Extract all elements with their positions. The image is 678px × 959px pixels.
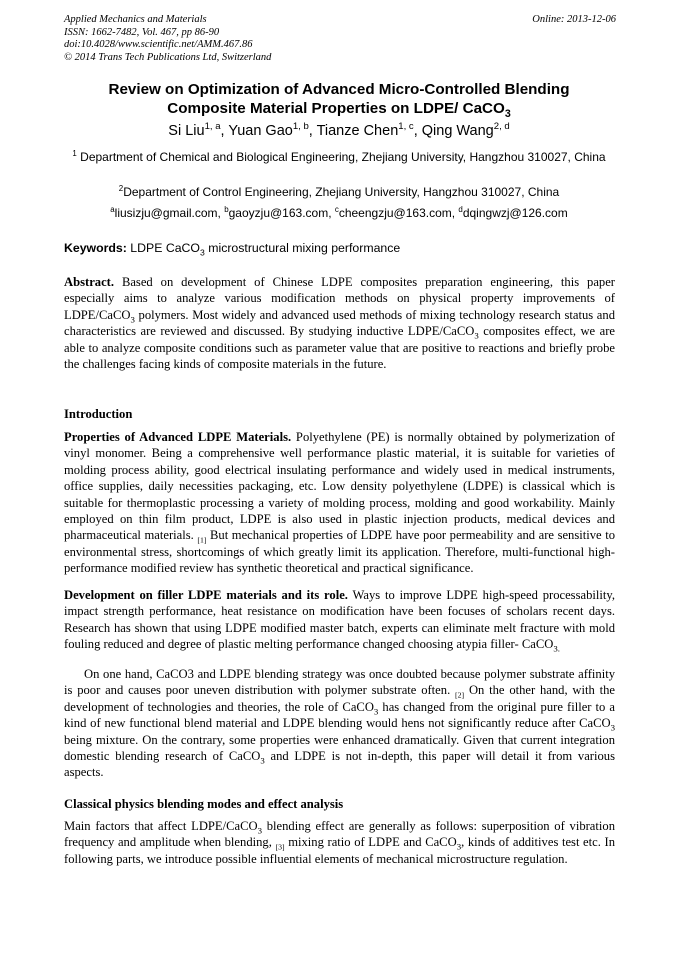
journal-doi[interactable]: doi:10.4028/www.scientific.net/AMM.467.86 [64,39,253,51]
email-mark: a [110,205,115,214]
email-address[interactable]: dqingwzj@126.com [462,206,568,220]
author-separator: , [413,123,422,139]
subscript: 3 [456,841,462,852]
author [317,123,422,139]
paragraph-run-in-heading: Development on filler LDPE materials and its role. [64,588,348,602]
subscript: 3 [257,825,262,836]
author [422,123,510,139]
email-address[interactable]: liusizju@gmail.com [114,206,218,220]
paragraph-text: and LDPE is not in-depth, this paper will detail it from various aspects. [64,749,615,780]
journal-issn: ISSN: 1662-7482, Vol. 467, pp 86-90 [64,26,220,38]
email-separator: , [328,206,335,220]
author-separator: , [308,123,317,139]
paragraph-text: has changed from the original pure filler to a kind of new functional blend material and LDPE blending would hens not significantly reduce after CaCO [64,699,616,731]
email-list [64,206,614,222]
paragraph-ldpe-properties [64,429,615,577]
subscript: 3 [373,706,379,717]
author-separator: , [220,123,229,139]
online-date: Online: 2013-12-06 [532,14,616,25]
citation-ref[interactable]: [2] [455,690,465,700]
email-separator: , [217,206,225,220]
paragraph-text: Polyethylene (PE) is normally obtained by polymerization of vinyl monomer. Being a comprehensive well performance plastic material, it is suitable for varieties of molding process ability, good electrical insulating performance and widely used in medical instruments, office supplies, daily necessities packaging, etc. Low density polyethylene (LDPE) is classical which is suitable for thermoplastic processing a variety of molding process, molding and good workability. Mainly employed on thin film product, LDPE is also used in plastic injection products, medical devices and pharmaceutical materials. [64,430,615,543]
paper-title [64,80,614,121]
paragraph-text: But mechanical properties of LDPE have poor permeability and are sensitive to environmental stress, shortcomings of which greatly limit its application. Therefore, multi-functional high-performance modified review has synthetic theoretical and practical significance. [64,528,615,576]
paragraph-text: mixing ratio of LDPE and CaCO [284,835,457,850]
paragraph-text: Ways to improve LDPE high-speed processability, impact strength performance, heat resistance on modification have been focuses of scholars recent days. Research has shown that using LDPE modified master batch, experts can eliminate melt fracture with mold fouling reduced and degree of plastic melting performance changed choosing atypia filler- CaCO [64,588,615,652]
author-name: Si Liu [168,123,205,139]
keywords [64,240,616,256]
email[interactable] [458,206,567,220]
affiliation-number: 2 [118,184,124,193]
author [168,123,228,139]
author-name: Tianze Chen [316,123,399,139]
section-heading-classical-physics: Classical physics blending modes and effect analysis [64,797,344,811]
title-line-2-text: Composite Material Properties on LDPE/ CaCO [167,100,505,117]
abstract-text: composites effect, we are able to analyze composite conditions such as parameter value that are positive to reactions and briefly probe the challenges facing kinds of composite materials in the future. [64,324,615,372]
author-affiliation-mark: 1, a [204,121,221,133]
paragraph-run-in-heading: Properties of Advanced LDPE Materials. [64,430,292,444]
affiliation-2 [64,185,614,201]
subscript: 3 [474,330,479,341]
email[interactable] [335,206,452,220]
email-separator: , [451,206,459,220]
email-mark: c [334,205,339,214]
title-subscript: 3 [504,108,511,121]
author-name: Qing Wang [421,123,494,139]
author [228,123,316,139]
email-address[interactable]: gaoyzju@163.com [228,206,329,220]
paragraph-text: , kinds of additives test etc. In following parts, we introduce possible influential elements of mechanical microstructure regulation. [64,835,615,866]
paragraph-text: Main factors that affect LDPE/CaCO [64,819,258,833]
author-list [64,121,614,141]
keywords-text: LDPE CaCO [126,241,200,255]
email-mark: d [458,205,463,214]
subscript: 3 [610,722,615,733]
abstract-paragraph [64,274,615,372]
paragraph-text: blending effect are generally as follows: superposition of vibration frequency and amplitude when blending, [64,819,615,850]
author-affiliation-mark: 1, b [292,121,309,133]
paragraph-text: On one hand, CaCO3 and LDPE blending strategy was once doubted because polymer substrate affinity is poor and causes poor uneven distribution with polymer substrate often. [64,667,615,698]
author-affiliation-mark: 2, d [493,121,510,133]
subscript: 3 [130,314,135,325]
email[interactable] [110,206,217,220]
email[interactable] [224,206,328,220]
journal-name: Applied Mechanics and Materials [64,14,207,25]
abstract-label: Abstract. [64,275,115,289]
subscript: 3. [553,643,560,654]
affiliation-number: 1 [72,149,77,158]
title-line-2 [64,99,614,121]
title-line-1: Review on Optimization of Advanced Micro-Controlled Blending [108,81,570,98]
affiliation-1 [64,150,614,166]
subscript: 3 [260,755,265,766]
paragraph-blending-factors [64,818,615,867]
email-address[interactable]: cheengzju@163.com [338,206,452,220]
keywords-label: Keywords: [64,241,127,255]
abstract-text: polymers. Most widely and advanced used methods of mixing technology research status and characteristics are reviewed and discussed. By studying inductive LDPE/CaCO [64,307,615,339]
author-affiliation-mark: 1, c [398,121,414,133]
journal-copyright: © 2014 Trans Tech Publications Ltd, Switzerland [64,51,272,63]
abstract-text: Based on development of Chinese LDPE composites preparation engineering, this paper especially aims to analyze various modification methods on physical property improvements of LDPE/CaCO [64,275,615,322]
paragraph-text: being mixture. On the contrary, some properties were enhanced dramatically. Given that current integration domestic blending research of CaCO [64,732,615,764]
author-name: Yuan Gao [228,123,293,139]
email-mark: b [224,205,229,214]
journal-header [64,14,616,64]
paragraph-filler-development [64,587,615,653]
affiliation-text: Department of Control Engineering, Zhejiang University, Hangzhou 310027, China [123,185,560,199]
keywords-subscript: 3 [200,247,205,258]
keywords-text-end: microstructural mixing performance [204,241,401,255]
citation-ref[interactable]: [3] [275,842,285,852]
section-heading-introduction: Introduction [64,407,133,421]
paragraph-text: On the other hand, with the development of technologies and theories, the role of CaCO [64,683,616,714]
affiliation-text: Department of Chemical and Biological Engineering, Zhejiang University, Hangzhou 310027, China [80,150,606,164]
paragraph-blending-strategy [64,666,615,781]
citation-ref[interactable]: [1] [197,535,207,545]
